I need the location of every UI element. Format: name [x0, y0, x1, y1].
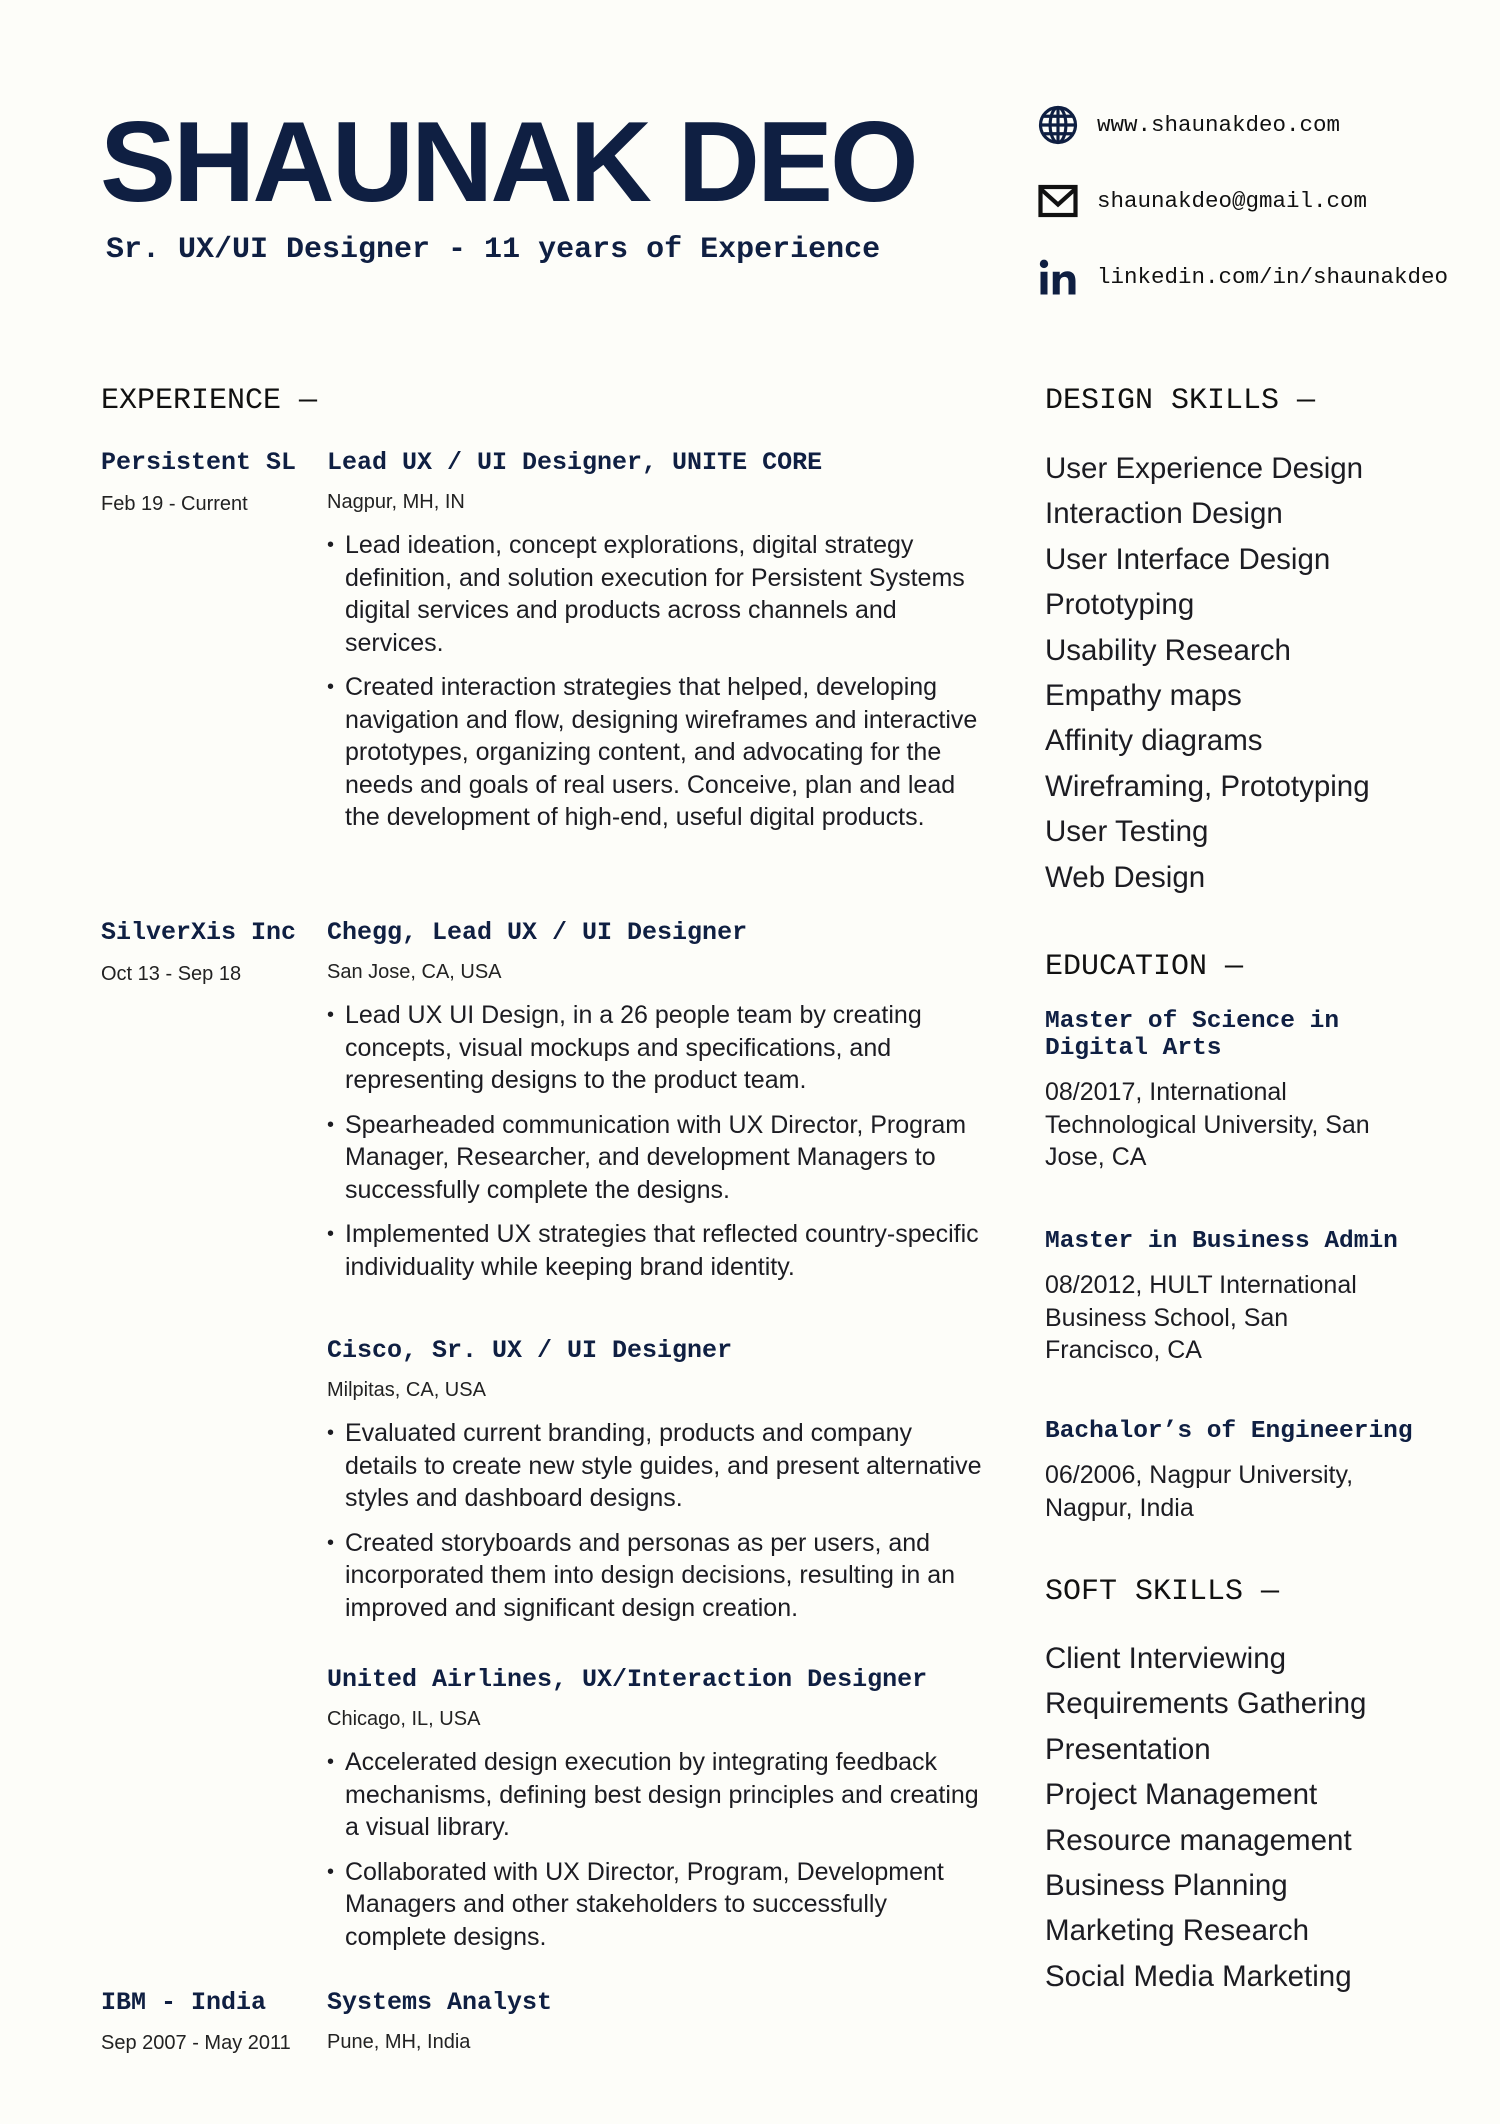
job-entry: [327, 1988, 987, 2054]
job-entry: [327, 1665, 987, 1965]
skill-item: User Interface Design: [1045, 542, 1331, 576]
skill-item: Wireframing, Prototyping: [1045, 769, 1370, 803]
job-bullets: [327, 999, 987, 1283]
education-heading: EDUCATION —: [1045, 950, 1244, 984]
skill-item: Project Management: [1045, 1778, 1318, 1812]
job-bullet: • Created interaction strategies that helped, developing navigation and flow, designing wireframes and interactive prototypes, organizing content, and advocating for the needs and goals of real users. Conceive, plan and lead the development of high-end, useful digital products.: [327, 671, 987, 834]
job-bullet: • Lead ideation, concept explorations, digital strategy definition, and solution execution for Persistent Systems digital services and products across channels and services.: [327, 529, 987, 659]
job-role: Chegg, Lead UX / UI Designer: [327, 918, 748, 947]
employment-dates: Feb 19 - Current: [101, 493, 248, 515]
job-bullet: • Evaluated current branding, products and company details to create new style guides, and present alternative styles and dashboard designs.: [327, 1417, 987, 1515]
website-contact[interactable]: [1037, 104, 1340, 146]
design-skills-heading: DESIGN SKILLS —: [1045, 384, 1316, 418]
job-role: Systems Analyst: [327, 1988, 553, 2017]
skill-item: Interaction Design: [1045, 497, 1283, 531]
job-bullet: • Spearheaded communication with UX Director, Program Manager, Researcher, and development Managers to successfully complete the designs.: [327, 1109, 987, 1207]
education-entry: [1045, 1228, 1445, 1367]
linkedin-contact[interactable]: [1037, 256, 1448, 298]
degree: Bachalor’s of Engineering: [1045, 1418, 1413, 1445]
skill-item: Resource management: [1045, 1823, 1352, 1857]
job-role: United Airlines, UX/Interaction Designer: [327, 1665, 928, 1694]
email-link[interactable]: shaunakdeo@gmail.com: [1097, 188, 1368, 214]
skill-item: Social Media Marketing: [1045, 1959, 1352, 1993]
skill-item: Client Interviewing: [1045, 1642, 1287, 1675]
job-entry: [327, 448, 987, 846]
soft-skills-list: [1045, 1636, 1366, 1999]
skill-item: Requirements Gathering: [1045, 1687, 1367, 1721]
job-location: Pune, MH, India: [327, 2031, 471, 2053]
job-bullets: [327, 1417, 987, 1624]
mail-icon: [1037, 180, 1079, 222]
skill-item: Presentation: [1045, 1732, 1211, 1766]
candidate-title: Sr. UX/UI Designer - 11 years of Experience: [106, 233, 881, 267]
linkedin-link[interactable]: linkedin.com/in/shaunakdeo: [1097, 264, 1449, 290]
job-bullets: [327, 529, 987, 834]
degree: Master of Science in Digital Arts: [1045, 1008, 1340, 1062]
job-bullet: • Created storyboards and personas as per users, and incorporated them into design decisions, resulting in an improved and significant design creation.: [327, 1527, 987, 1625]
candidate-name: SHAUNAK DEO: [100, 99, 916, 226]
job-entry: [327, 1336, 987, 1636]
skill-item: Prototyping: [1045, 588, 1195, 622]
skill-item: Empathy maps: [1045, 679, 1242, 713]
employment-dates: Oct 13 - Sep 18: [101, 963, 242, 985]
experience-heading: EXPERIENCE —: [101, 384, 318, 418]
institution: 08/2012, HULT International Business School, San Francisco, CA: [1045, 1271, 1357, 1364]
education-entry: [1045, 1418, 1445, 1524]
job-role: Lead UX / UI Designer, UNITE CORE: [327, 448, 823, 477]
company-name: IBM - India: [101, 1988, 267, 2017]
email-contact[interactable]: [1037, 180, 1367, 222]
job-bullet: • Collaborated with UX Director, Program, Development Managers and other stakeholders to successfully complete designs.: [327, 1856, 987, 1954]
job-location: Chicago, IL, USA: [327, 1708, 481, 1730]
globe-icon: [1037, 104, 1079, 146]
skill-item: Affinity diagrams: [1045, 724, 1263, 758]
company-name: SilverXis Inc: [101, 918, 297, 947]
skill-item: Marketing Research: [1045, 1914, 1309, 1948]
job-location: San Jose, CA, USA: [327, 961, 502, 983]
job-bullet: • Lead UX UI Design, in a 26 people team by creating concepts, visual mockups and specifications, and representing designs to the product team.: [327, 999, 987, 1097]
skill-item: Business Planning: [1045, 1869, 1288, 1903]
design-skills-list: [1045, 446, 1370, 900]
employment-dates: Sep 2007 - May 2011: [101, 2032, 291, 2054]
skill-item: User Experience Design: [1045, 452, 1364, 485]
skill-item: User Testing: [1045, 815, 1209, 849]
job-bullet: • Accelerated design execution by integrating feedback mechanisms, defining best design principles and creating a visual library.: [327, 1746, 987, 1844]
degree: Master in Business Admin: [1045, 1228, 1398, 1255]
education-entry: [1045, 1008, 1445, 1174]
website-link[interactable]: www.shaunakdeo.com: [1097, 112, 1341, 138]
job-bullets: [327, 1746, 987, 1953]
job-location: Milpitas, CA, USA: [327, 1379, 486, 1401]
job-role: Cisco, Sr. UX / UI Designer: [327, 1336, 733, 1365]
institution: 06/2006, Nagpur University, Nagpur, India: [1045, 1461, 1354, 1522]
institution: 08/2017, International Technological University, San Jose, CA: [1045, 1078, 1370, 1171]
skill-item: Web Design: [1045, 860, 1206, 894]
soft-skills-heading: SOFT SKILLS —: [1045, 1575, 1280, 1609]
skill-item: Usability Research: [1045, 633, 1291, 667]
company-name: Persistent SL: [101, 448, 297, 477]
linkedin-icon: [1037, 256, 1079, 298]
job-entry: [327, 918, 987, 1295]
job-bullet: • Implemented UX strategies that reflected country-specific individuality while keeping brand identity.: [327, 1218, 987, 1283]
job-location: Nagpur, MH, IN: [327, 491, 465, 513]
